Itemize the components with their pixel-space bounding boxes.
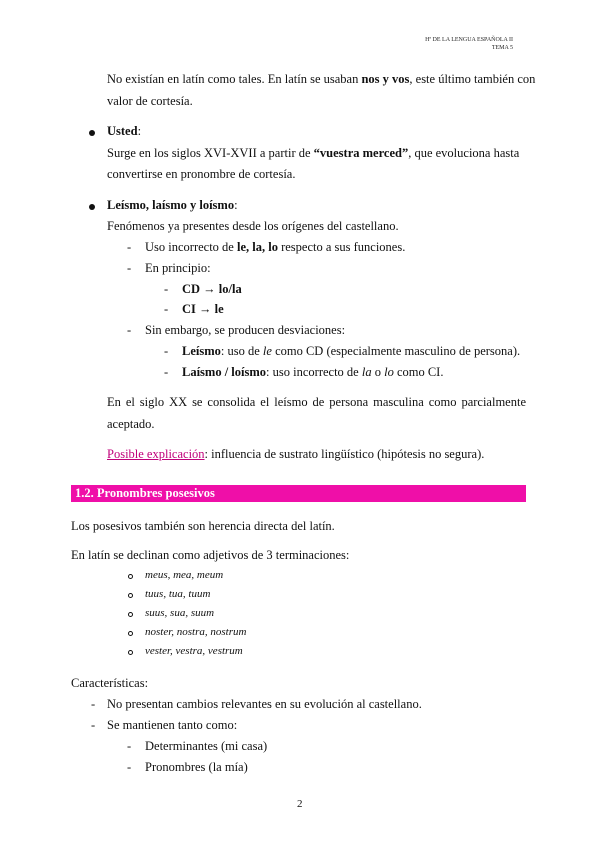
dash-marker: -: [127, 240, 132, 254]
dash-marker: -: [164, 365, 169, 379]
running-header: [425, 36, 513, 52]
section-title: 1.2. Pronombres posesivos: [75, 486, 215, 500]
circle-bullet: [128, 593, 133, 598]
usted-title: Usted:: [107, 124, 142, 138]
bullet-usted: [89, 130, 95, 136]
caract-2b: Pronombres (la mía): [145, 760, 248, 774]
header-course: Hª DE LA LENGUA ESPAÑOLA II: [425, 37, 513, 43]
dash-marker: -: [164, 302, 169, 316]
posible-explicacion: Posible explicación: influencia de sustrato lingüístico (hipótesis no segura).: [107, 447, 485, 461]
posesivos-p1: Los posesivos también son herencia directa del latín.: [71, 519, 335, 533]
page-number: 2: [297, 798, 303, 810]
dash-marker: -: [127, 760, 132, 774]
posible-explicacion-link[interactable]: Posible explicación: [107, 447, 205, 461]
circle-bullet: [128, 574, 133, 579]
posesivos-p2: En latín se declinan como adjetivos de 3 terminaciones:: [71, 548, 350, 562]
dash-marker: -: [91, 718, 96, 732]
rule-cd: CD → lo/la: [182, 282, 242, 296]
form-vester: vester, vestra, vestrum: [145, 645, 243, 657]
rule-ci: CI → le: [182, 302, 224, 316]
caract-2: Se mantienen tanto como:: [107, 718, 238, 732]
dash-marker: -: [164, 282, 169, 296]
leismo-line-1: Fenómenos ya presentes desde los orígenes del castellano.: [107, 219, 399, 233]
leismo-sub-2: Laísmo / loísmo: uso incorrecto de la o lo como CI.: [182, 365, 444, 379]
dash-marker: -: [127, 739, 132, 753]
leismo-dash-2: En principio:: [145, 261, 211, 275]
circle-bullet: [128, 650, 133, 655]
caract-1: No presentan cambios relevantes en su evolución al castellano.: [107, 697, 422, 711]
usted-line-2: convertirse en pronombre de cortesía.: [107, 167, 296, 181]
intro-line-1: No existían en latín como tales. En latín se usaban nos y vos, este último también con: [107, 72, 536, 86]
form-tuus: tuus, tua, tuum: [145, 588, 211, 600]
usted-line-1: Surge en los siglos XVI-XVII a partir de “vuestra merced”, que evoluciona hasta: [107, 146, 520, 160]
circle-bullet: [128, 612, 133, 617]
leismo-sub-1: Leísmo: uso de le como CD (especialmente masculino de persona).: [182, 344, 521, 358]
form-meus: meus, mea, meum: [145, 569, 224, 581]
intro-line-2: valor de cortesía.: [107, 94, 193, 108]
dash-marker: -: [127, 323, 132, 337]
circle-bullet: [128, 631, 133, 636]
leismo-title: Leísmo, laísmo y loísmo:: [107, 198, 238, 212]
leismo-xx-line-1: En el siglo XX se consolida el leísmo de persona masculina como parcialmente: [107, 395, 526, 409]
caracteristicas-label: Características:: [71, 676, 149, 690]
caract-2a: Determinantes (mi casa): [145, 739, 268, 753]
dash-marker: -: [91, 697, 96, 711]
leismo-dash-1: Uso incorrecto de le, la, lo respecto a sus funciones.: [145, 240, 406, 254]
dash-marker: -: [127, 261, 132, 275]
section-header-bar: [71, 485, 526, 502]
header-topic: TEMA 5: [491, 45, 513, 51]
bullet-leismo: [89, 204, 95, 210]
form-suus: suus, sua, suum: [145, 607, 215, 619]
dash-marker: -: [164, 344, 169, 358]
leismo-xx-line-2: aceptado.: [107, 417, 155, 431]
leismo-dash-3: Sin embargo, se producen desviaciones:: [145, 323, 346, 337]
form-noster: noster, nostra, nostrum: [145, 626, 247, 638]
